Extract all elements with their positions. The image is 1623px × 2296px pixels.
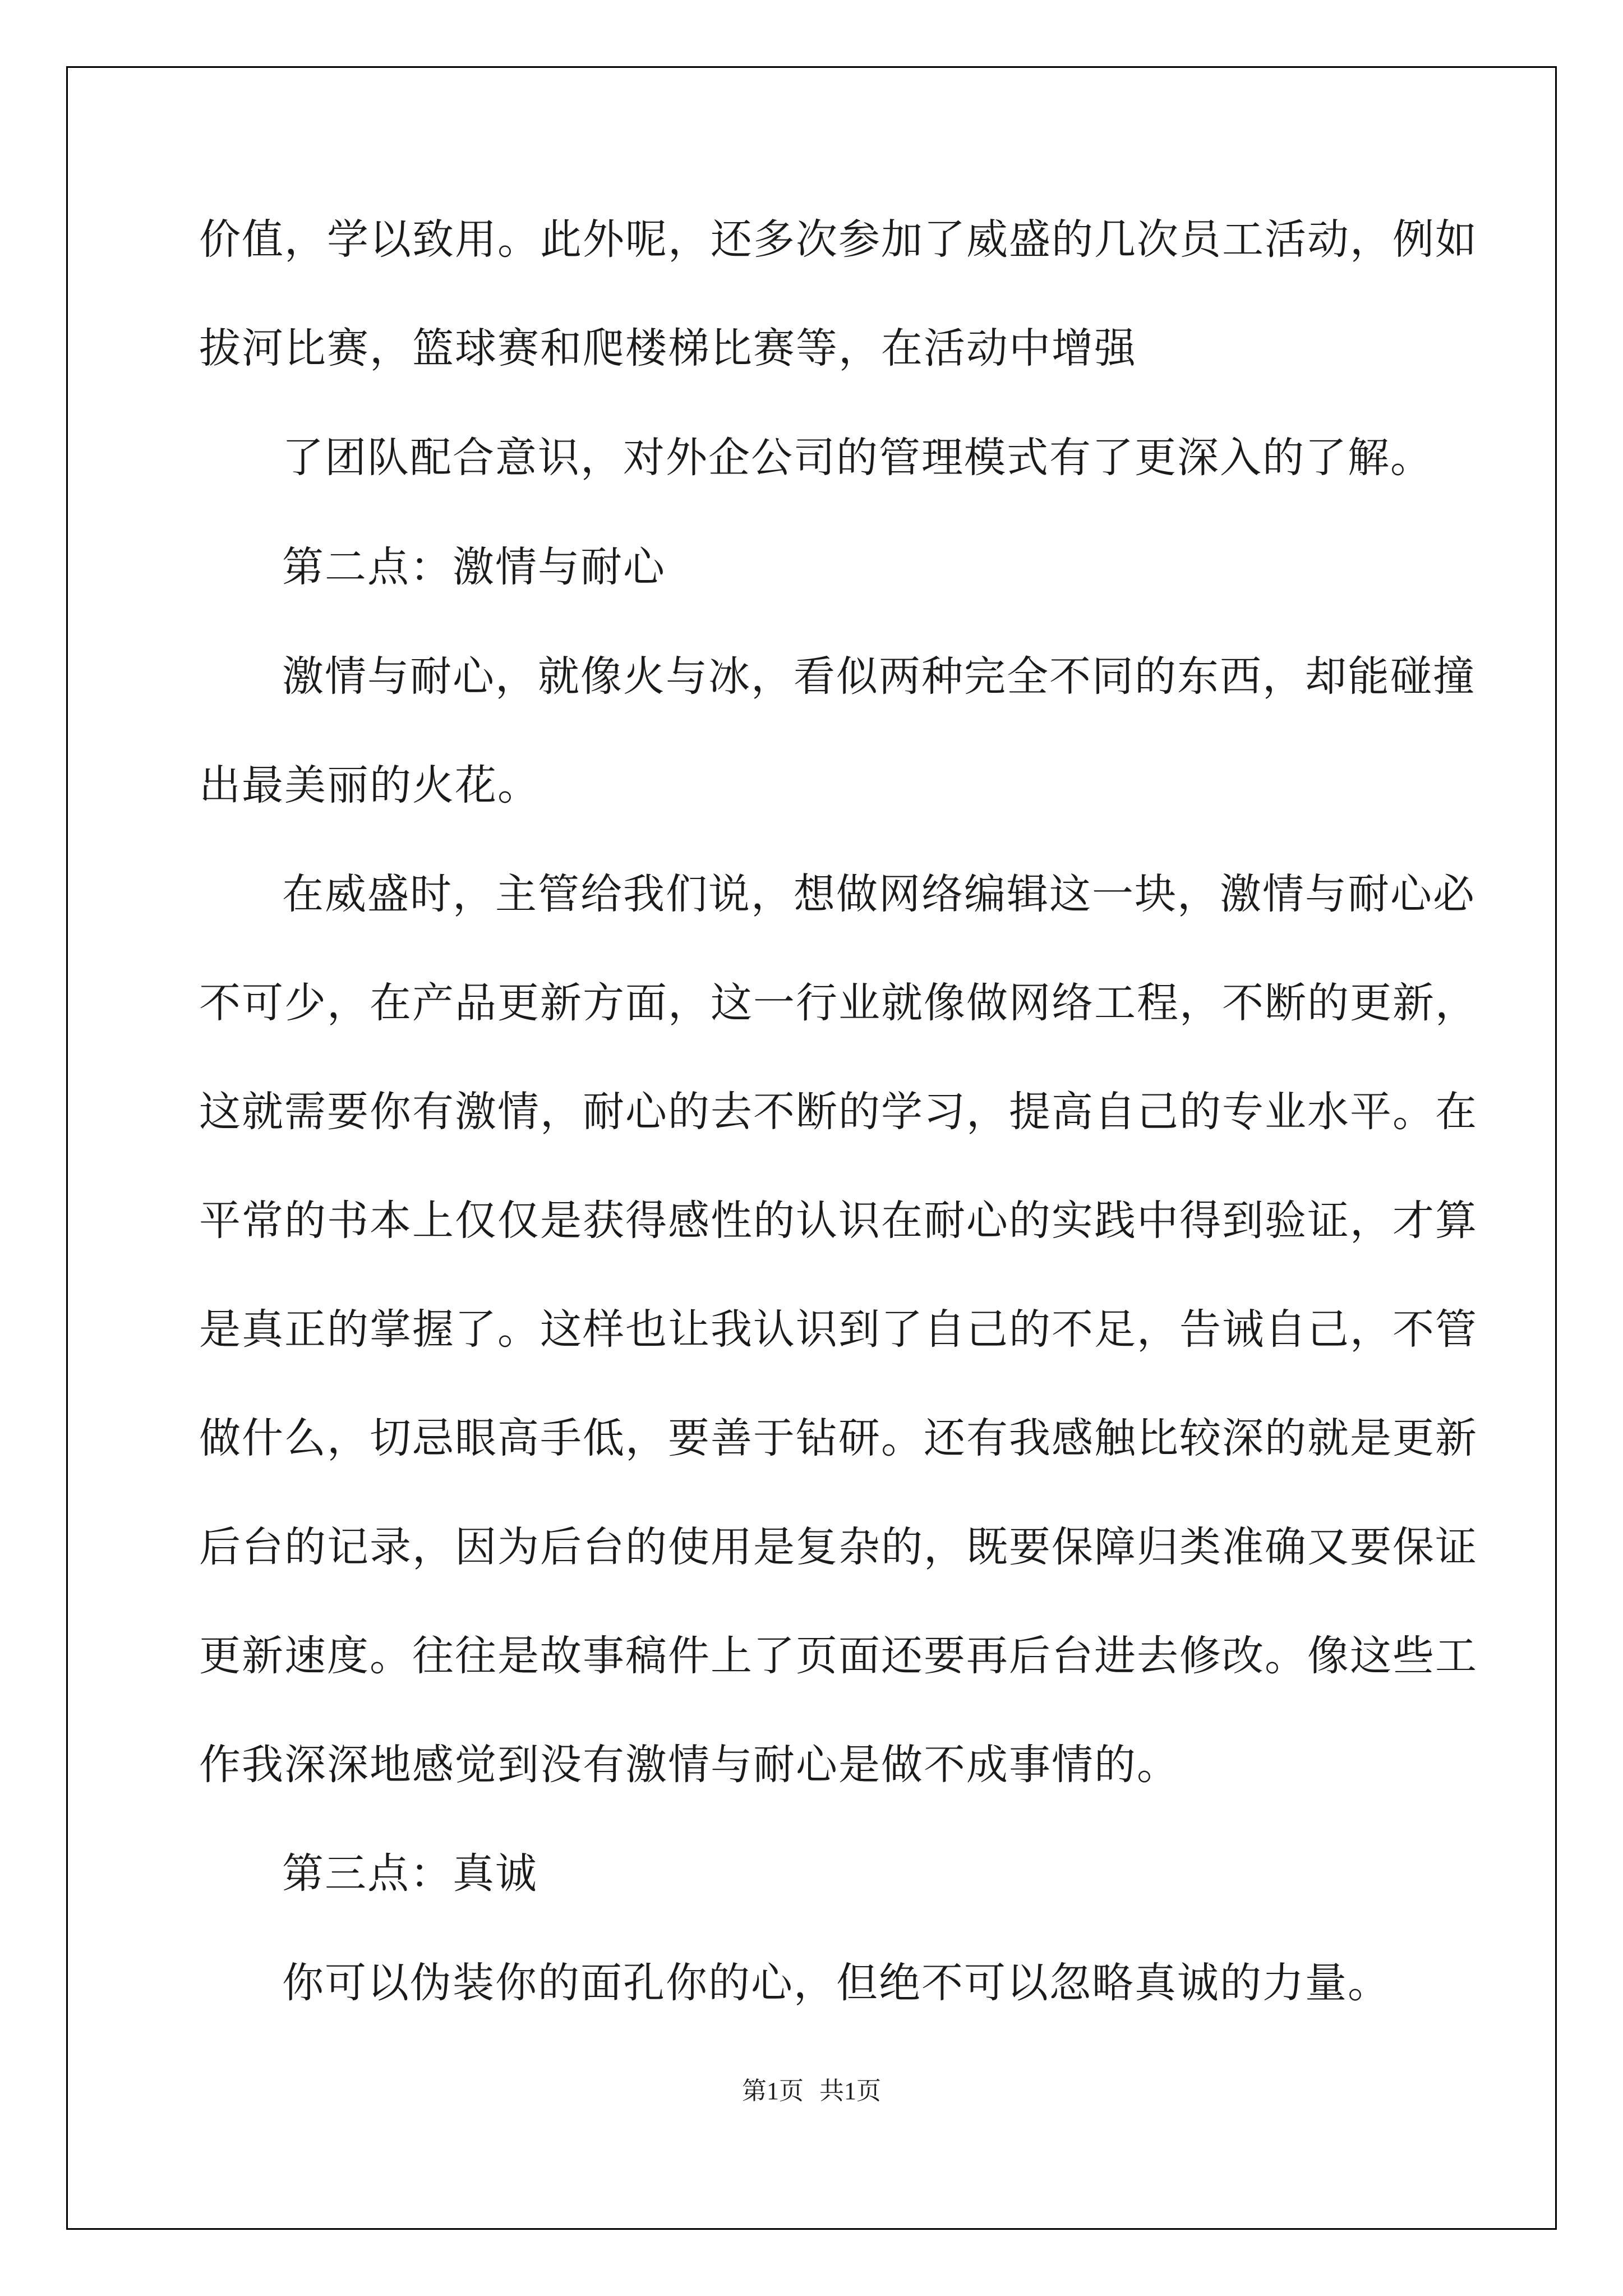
- section-heading: 第三点：真诚: [282, 1849, 538, 1898]
- text-line: 更新速度。往往是故事稿件上了页面还要再后台进去修改。像这些工: [199, 1632, 1478, 1680]
- text-line: 在威盛时，主管给我们说，想做网络编辑这一块，激情与耐心必: [282, 870, 1476, 918]
- text-line: 了团队配合意识，对外企公司的管理模式有了更深入的了解。: [282, 434, 1433, 482]
- text-line: 这就需要你有激情，耐心的去不断的学习，提高自己的专业水平。在: [199, 1088, 1478, 1136]
- text-line: 平常的书本上仅仅是获得感性的认识在耐心的实践中得到验证，才算: [199, 1197, 1478, 1245]
- page-footer: [0, 2077, 1623, 2105]
- text-line: 激情与耐心，就像火与冰，看似两种完全不同的东西，却能碰撞: [282, 652, 1476, 701]
- text-line: 你可以伪装你的面孔你的心，但绝不可以忽略真诚的力量。: [282, 1959, 1390, 2007]
- text-line: 出最美丽的火花。: [199, 761, 540, 809]
- page-number: 第1页: [742, 2077, 804, 2105]
- text-line: 作我深深地感觉到没有激情与耐心是做不成事情的。: [199, 1741, 1179, 1789]
- page-total: 共1页: [819, 2077, 881, 2105]
- text-line: 价值，学以致用。此外呢，还多次参加了威盛的几次员工活动，例如: [199, 215, 1478, 264]
- text-line: 不可少，在产品更新方面，这一行业就像做网络工程，不断的更新，: [199, 979, 1478, 1027]
- document-body: [199, 215, 1478, 2007]
- section-heading: 第二点：激情与耐心: [282, 543, 666, 591]
- text-line: 拔河比赛，篮球赛和爬楼梯比赛等，在活动中增强: [199, 324, 1137, 372]
- text-line: 做什么，切忌眼高手低，要善于钻研。还有我感触比较深的就是更新: [199, 1414, 1478, 1462]
- text-line: 是真正的掌握了。这样也让我认识到了自己的不足，告诫自己，不管: [199, 1305, 1478, 1354]
- text-line: 后台的记录，因为后台的使用是复杂的，既要保障归类准确又要保证: [199, 1523, 1478, 1571]
